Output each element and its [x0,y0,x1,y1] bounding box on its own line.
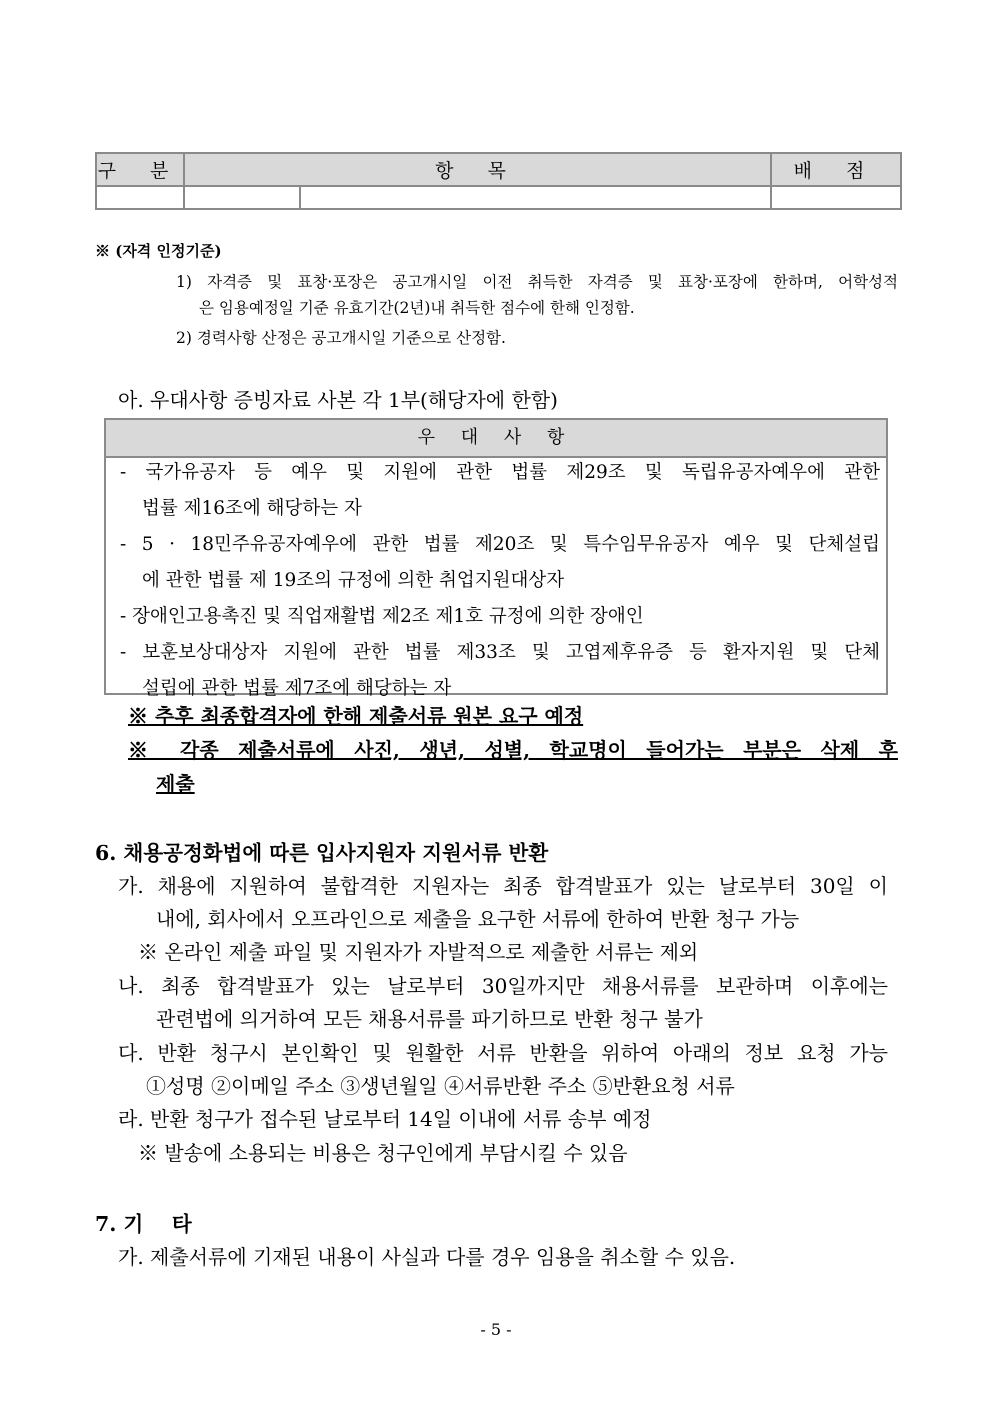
section-6-line: 라. 반환 청구가 접수된 날로부터 14일 이내에 서류 송부 예정 [118,1107,652,1131]
table-cell [771,186,901,209]
section-7-title: 7. 기 타 [95,1212,192,1236]
preference-box [104,418,888,699]
score-table-row [96,186,901,209]
table-cell [96,186,184,209]
redaction-note: ※ 각종 제출서류에 사진, 생년, 성별, 학교명이 들어가는 부분은 삭제 후 [128,738,898,762]
preference-line: - 5 · 18민주유공자예우에 관한 법률 제20조 및 특수임무유공자 예우 및 단체설립 [120,534,880,555]
criteria-note-item-2: 2) 경력사항 산정은 공고개시일 기준으로 산정함. [176,329,506,347]
preference-line: - 국가유공자 등 예우 및 지원에 관한 법률 제29조 및 독립유공자예우에 관한 [120,462,880,483]
score-table-header [96,153,901,186]
table-cell [184,186,300,209]
preference-line: - 보훈보상대상자 지원에 관한 법률 제33조 및 고엽제후유증 등 환자지원 및 단체 [120,642,880,663]
section-6-line: ※ 발송에 소용되는 비용은 청구인에게 부담시킬 수 있음 [138,1141,628,1165]
section-6-line: 내에, 회사에서 오프라인으로 제출을 요구한 서류에 한하여 반환 청구 가능 [156,907,800,931]
score-table [95,152,902,210]
section-7-line: 가. 제출서류에 기재된 내용이 사실과 다를 경우 임용을 취소할 수 있음. [118,1245,736,1269]
criteria-note-item-1-cont: 은 임용예정일 기준 유효기간(2년)내 취득한 점수에 한해 인정함. [199,299,635,317]
section-6-line: ①성명 ②이메일 주소 ③생년월일 ④서류반환 주소 ⑤반환요청 서류 [146,1074,735,1098]
preference-line: - 장애인고용촉진 및 직업재활법 제2조 제1호 규정에 의한 장애인 [120,606,644,627]
criteria-note-title: ※ (자격 인정기준) [95,242,222,260]
section-6-line: 관련법에 의거하여 모든 채용서류를 파기하므로 반환 청구 불가 [156,1007,703,1031]
criteria-note-item-1: 1) 자격증 및 표창·포장은 공고개시일 이전 취득한 자격증 및 표창·포장에 한하며, 어학성적 [176,273,898,291]
redaction-note-cont: 제출 [156,772,195,796]
preference-line: 에 관한 법률 제 19조의 규정에 의한 취업지원대상자 [142,570,565,591]
section-6-line: 나. 최종 합격발표가 있는 날로부터 30일까지만 채용서류를 보관하며 이후에는 [118,974,888,998]
preference-line: 법률 제16조에 해당하는 자 [142,498,362,519]
header-score: 배 점 [771,153,901,186]
section-6-line: 다. 반환 청구시 본인확인 및 원활한 서류 반환을 위하여 아래의 정보 요청 가능 [118,1041,888,1065]
table-cell [300,186,771,209]
section-a-title: 아. 우대사항 증빙자료 사본 각 1부(해당자에 한함) [118,388,558,412]
preference-line: 설립에 관한 법률 제7조에 해당하는 자 [142,678,452,699]
page-number: - 5 - [480,1320,512,1339]
header-category: 구 분 [96,153,184,186]
section-6-title: 6. 채용공정화법에 따른 입사지원자 지원서류 반환 [95,841,549,865]
section-6-line: ※ 온라인 제출 파일 및 지원자가 자발적으로 제출한 서류는 제외 [138,940,699,964]
preference-box-header: 우 대 사 항 [106,420,886,458]
header-items: 항 목 [184,153,771,186]
section-6-line: 가. 채용에 지원하여 불합격한 지원자는 최종 합격발표가 있는 날로부터 30일 이 [118,874,888,898]
original-docs-note: ※ 추후 최종합격자에 한해 제출서류 원본 요구 예정 [128,704,584,728]
